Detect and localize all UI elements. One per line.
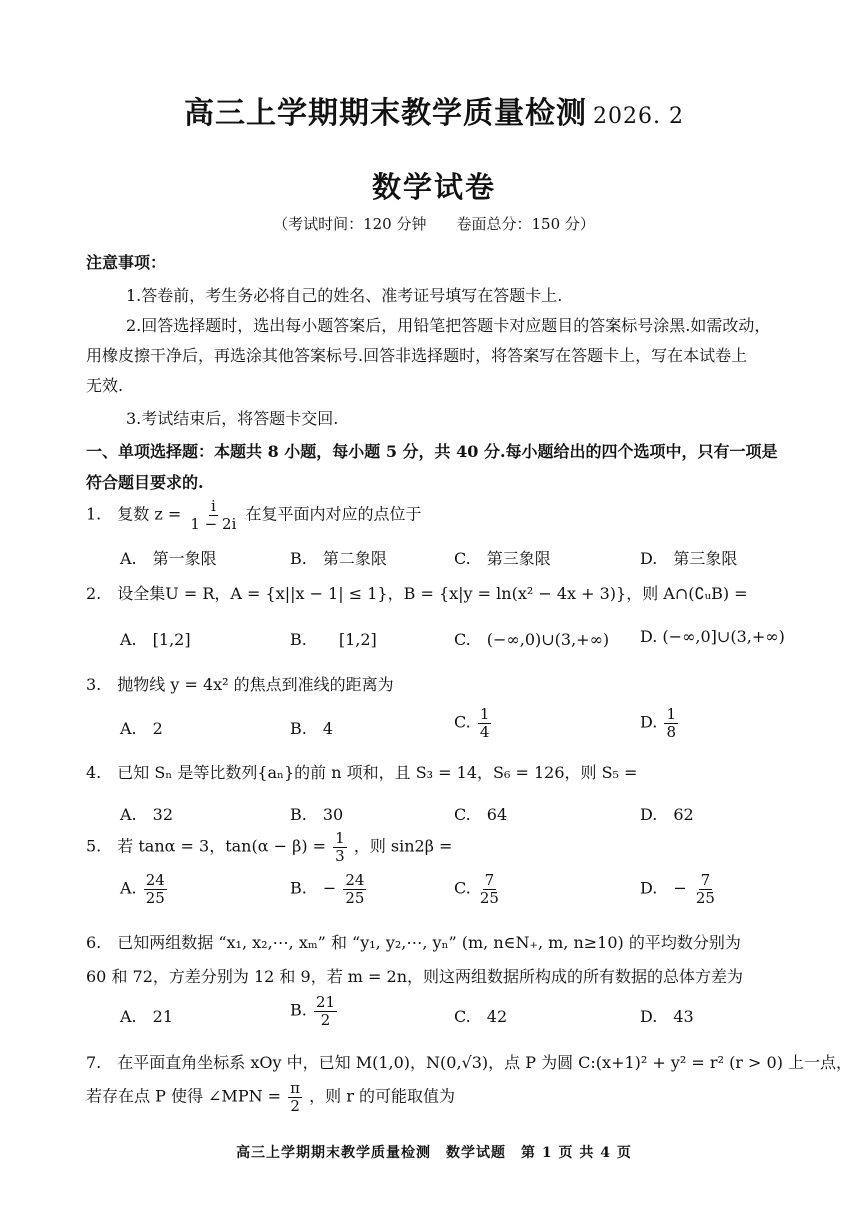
q3-option-d-fraction <box>664 706 678 740</box>
fraction-numerator: 1 <box>335 829 345 847</box>
q2-option-a: A. [1,2] <box>120 630 191 649</box>
question-4: 4. 已知 Sₙ 是等比数列{aₙ}的前 n 项和，且 S₃ = 14，S₆ = 126，则 S₅ = <box>86 763 638 782</box>
fraction-numerator: 1 <box>666 705 676 723</box>
notes-heading: 注意事项： <box>86 253 167 272</box>
exam-year: 2026. 2 <box>593 104 684 129</box>
q5-option-b <box>290 872 368 906</box>
q5-option-c <box>454 872 503 906</box>
option-label: A. <box>120 878 137 898</box>
exam-subtitle: 数学试卷 <box>371 170 496 204</box>
q4-option-a: A. 32 <box>120 805 174 824</box>
section-1-heading-line-1: 一、单项选择题：本题共 8 小题，每小题 5 分，共 40 分.每小题给出的四个选项中，只有一项是 <box>86 442 778 461</box>
q2-option-b: B. [1,2] <box>290 630 377 649</box>
question-7-prefix: 若存在点 P 使得 ∠MPN = <box>86 1086 282 1106</box>
fraction-numerator: 7 <box>700 871 711 889</box>
option-label: B. − <box>290 878 337 898</box>
option-label: C. <box>454 712 471 732</box>
fraction-denominator: 25 <box>145 888 165 907</box>
question-2: 2. 设全集U = R，A = {x||x − 1| ≤ 1}，B = {x|y = ln(x² − 4x + 3)}，则 A∩(∁ᵤB) = <box>86 584 748 603</box>
option-label: D. <box>640 712 658 732</box>
fraction-numerator: π <box>290 1079 301 1097</box>
question-1-fraction <box>188 498 238 532</box>
exam-title <box>0 88 868 132</box>
option-label: D. − <box>640 878 687 898</box>
question-6-line-1: 6. 已知两组数据 “x₁, x₂,⋯, xₘ” 和 “y₁, y₂,⋯, yₙ” (m, n∈N₊, m, n≥10) 的平均数分别为 <box>86 933 741 952</box>
fraction-numerator: 1 <box>479 705 490 723</box>
q6-option-c: C. 42 <box>454 1007 508 1026</box>
fraction-denominator: 2 <box>290 1096 300 1115</box>
q6-option-a: A. 21 <box>120 1007 174 1026</box>
fraction-numerator: 24 <box>145 871 165 889</box>
section-1-heading-line-2: 符合题目要求的. <box>86 473 204 492</box>
question-5-prefix: 5. 若 tanα = 3，tan(α − β) = <box>86 836 327 856</box>
fraction-numerator: i <box>210 497 216 515</box>
q2-option-d: D. (−∞,0]∪(3,+∞) <box>640 627 785 646</box>
option-label: C. <box>454 878 471 898</box>
fraction-denominator: 25 <box>345 888 365 907</box>
q4-option-b: B. 30 <box>290 805 344 824</box>
q1-option-a: A. 第一象限 <box>120 549 217 568</box>
exam-info: （考试时间：120 分钟 卷面总分：150 分） <box>273 215 595 233</box>
question-1-prefix: 1. 复数 z = <box>86 504 182 524</box>
q4-option-c: C. 64 <box>454 805 508 824</box>
fraction-denominator: 25 <box>479 888 499 907</box>
notes-item-2-line-3: 无效. <box>86 376 124 395</box>
question-7-suffix: ，则 r 的可能取值为 <box>309 1086 455 1106</box>
q5-option-a-fraction <box>144 872 167 906</box>
q2-option-c: C. (−∞,0)∪(3,+∞) <box>454 630 610 649</box>
q6-option-d: D. 43 <box>640 1007 694 1026</box>
question-5-fraction <box>333 830 347 864</box>
question-1 <box>86 498 421 532</box>
fraction-numerator: 7 <box>484 871 495 889</box>
question-5 <box>86 830 452 864</box>
fraction-denominator: 25 <box>695 888 715 907</box>
notes-item-2-line-1: 2.回答选择题时，选出每小题答案后，用铅笔把答题卡对应题目的答案标号涂黑.如需改动， <box>126 316 771 335</box>
question-7-fraction <box>288 1080 302 1114</box>
q3-option-c-fraction <box>478 706 492 740</box>
fraction-denominator: 8 <box>666 722 676 741</box>
q4-option-d: D. 62 <box>640 805 694 824</box>
q6-option-b <box>290 994 339 1028</box>
question-6-line-2: 60 和 72，方差分别为 12 和 9，若 m = 2n，则这两组数据所构成的所有数据的总体方差为 <box>86 967 744 986</box>
q1-option-b: B. 第二象限 <box>290 549 387 568</box>
question-7-line-2 <box>86 1080 455 1114</box>
notes-item-1: 1.答卷前，考生务必将自己的姓名、准考证号填写在答题卡上. <box>126 286 563 305</box>
fraction-numerator: 21 <box>315 993 336 1011</box>
question-1-suffix: 在复平面内对应的点位于 <box>245 504 422 524</box>
exam-title-text: 高三上学期期末教学质量检测 <box>184 96 587 131</box>
fraction-denominator: 3 <box>335 846 345 865</box>
question-3: 3. 抛物线 y = 4x² 的焦点到准线的距离为 <box>86 675 394 694</box>
q3-option-c <box>454 706 493 740</box>
question-7-line-1: 7. 在平面直角坐标系 xOy 中，已知 M(1,0)，N(0,√3)，点 P 为圆 C:(x+1)² + y² = r² (r > 0) 上一点， <box>86 1053 853 1072</box>
q5-option-b-fraction <box>343 872 366 906</box>
fraction-denominator: 2 <box>320 1010 331 1029</box>
fraction-denominator: 1 − 2i <box>190 514 237 533</box>
q3-option-a: A. 2 <box>120 719 163 738</box>
question-5-suffix: ，则 sin2β = <box>353 836 453 856</box>
q3-option-b: B. 4 <box>290 719 334 738</box>
q5-option-d <box>640 872 719 906</box>
fraction-denominator: 4 <box>479 722 490 741</box>
option-label: B. <box>290 1000 307 1020</box>
notes-item-3: 3.考试结束后，将答题卡交回. <box>126 409 339 428</box>
fraction-numerator: 24 <box>345 871 365 889</box>
q5-option-a <box>120 872 169 906</box>
q5-option-c-fraction <box>478 872 501 906</box>
q1-option-c: C. 第三象限 <box>454 549 551 568</box>
notes-item-2-line-2: 用橡皮擦干净后，再选涂其他答案标号.回答非选择题时，将答案写在答题卡上，写在本试卷上 <box>86 346 748 365</box>
q3-option-d <box>640 706 680 740</box>
q5-option-d-fraction <box>694 872 717 906</box>
q1-option-d: D. 第三象限 <box>640 549 738 568</box>
page-footer: 高三上学期期末教学质量检测 数学试题 第 1 页 共 4 页 <box>236 1145 632 1161</box>
q6-option-b-fraction <box>314 994 337 1028</box>
